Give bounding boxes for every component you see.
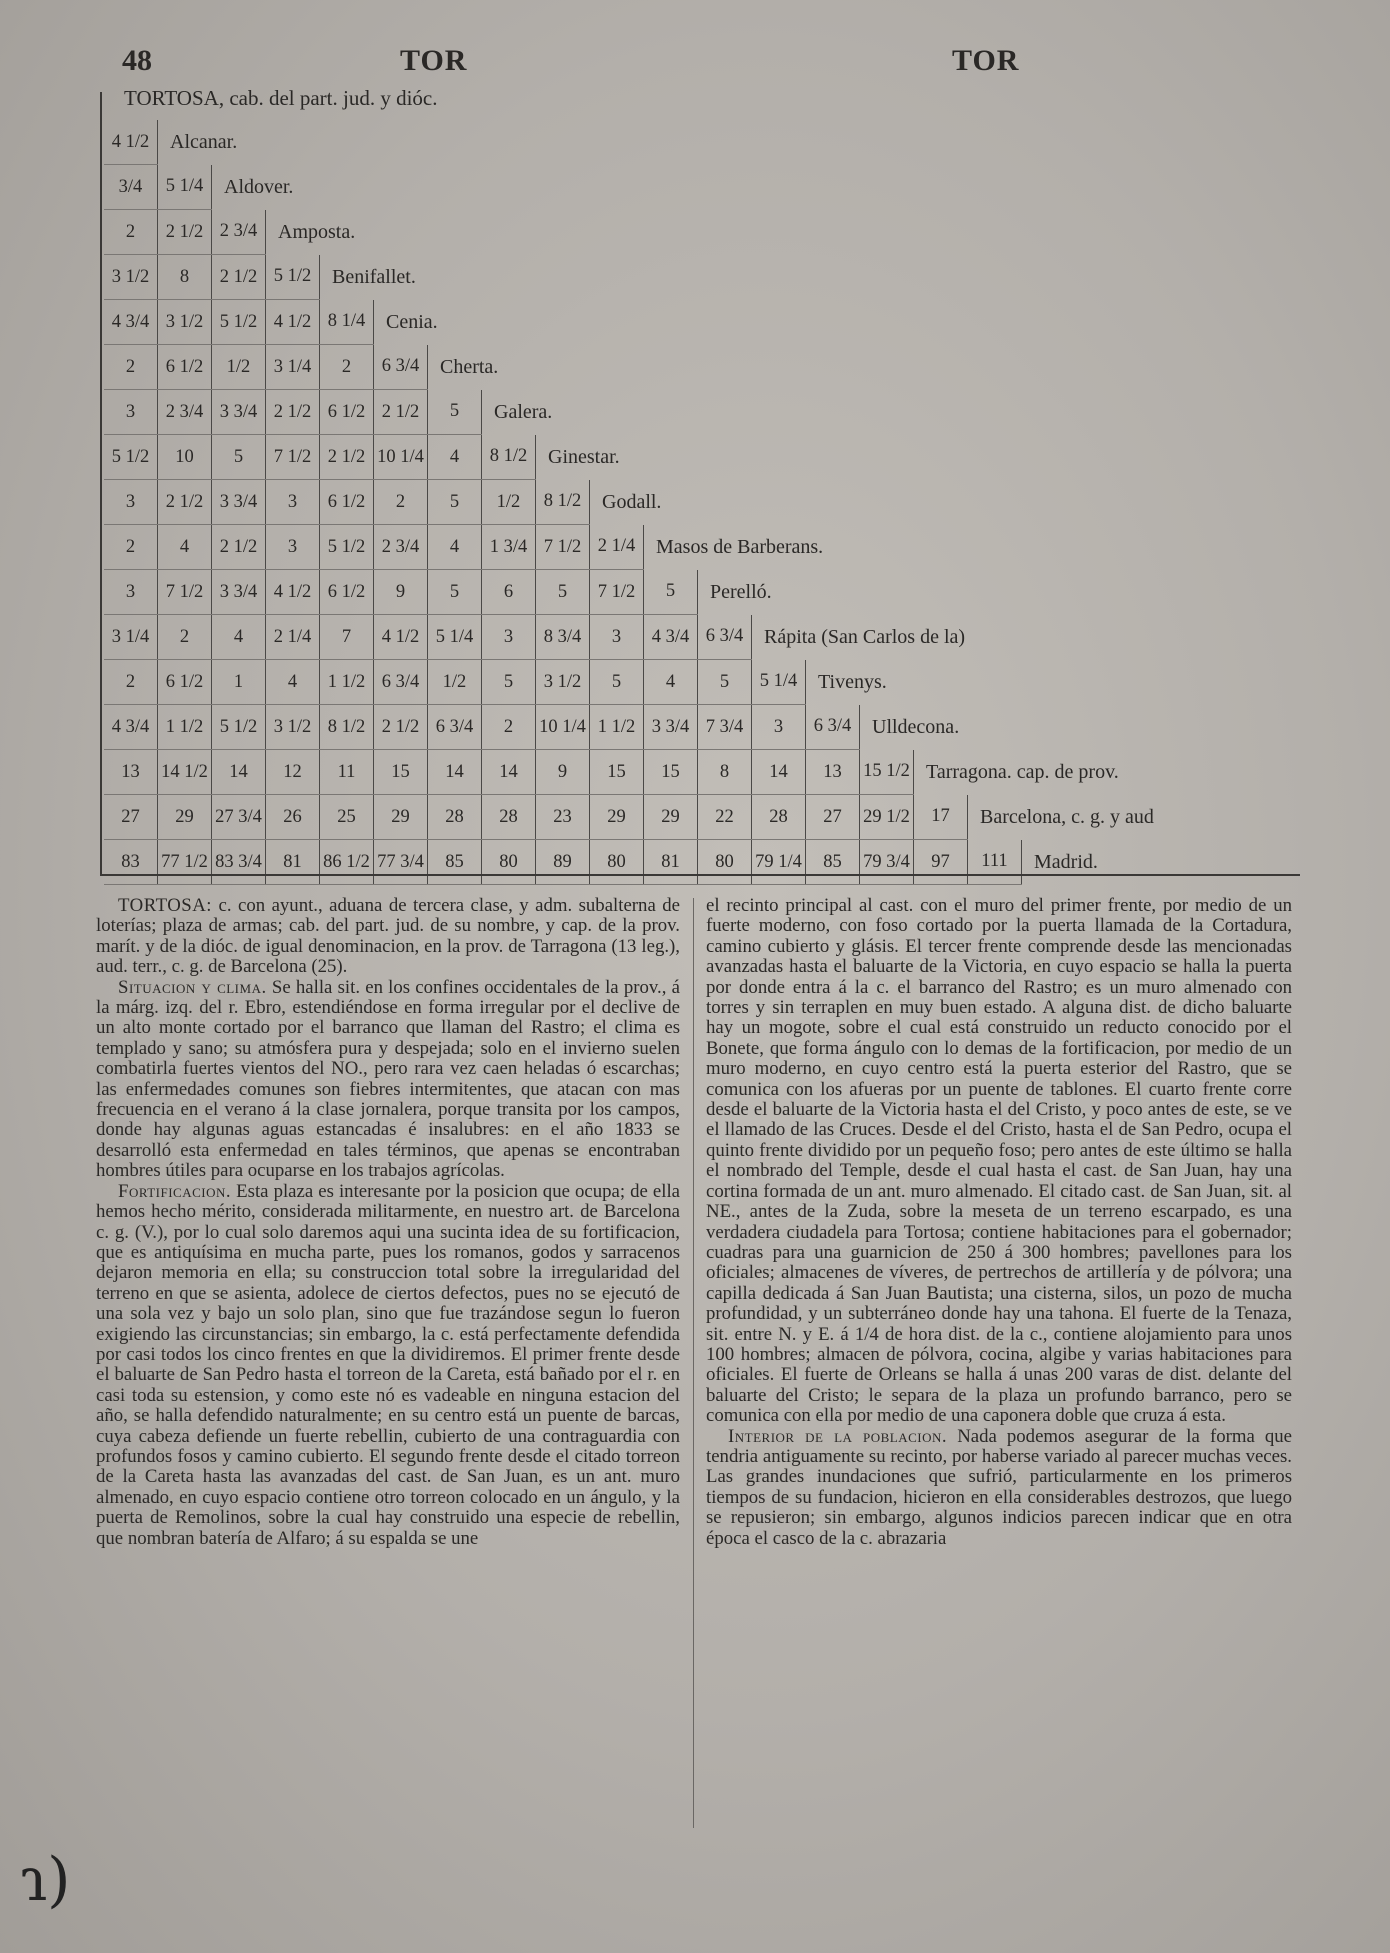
situacion-paragraph	[96, 978, 680, 1182]
distance-cell: 27	[104, 795, 158, 840]
distance-cell: 85	[428, 840, 482, 885]
distance-cell: 1/2	[212, 345, 266, 390]
distance-cell: 10	[158, 435, 212, 480]
distance-cell: 1/2	[428, 660, 482, 705]
distance-cell: 3 1/4	[104, 615, 158, 660]
distance-cell: 15 1/2	[860, 750, 914, 795]
table-left-rule	[100, 92, 102, 874]
distance-cell: 2 1/2	[374, 705, 428, 750]
distance-cell: 4 3/4	[104, 705, 158, 750]
distance-table-title: TORTOSA, cab. del part. jud. y dióc.	[124, 86, 438, 110]
handwritten-mark: ɿ)	[20, 1845, 71, 1915]
distance-cell: 5	[212, 435, 266, 480]
distance-cell: 2	[104, 345, 158, 390]
distance-cell: 2	[482, 705, 536, 750]
distance-cell: 5	[428, 480, 482, 525]
distance-cell: 3/4	[104, 165, 158, 210]
distance-cell: 4	[212, 615, 266, 660]
distance-cell: 2 1/2	[374, 390, 428, 435]
distance-row	[104, 165, 1154, 210]
distance-cell: 2 1/2	[266, 390, 320, 435]
distance-cell: 3 3/4	[212, 480, 266, 525]
town-name: Alcanar.	[170, 130, 238, 153]
distance-cell: 4	[428, 435, 482, 480]
town-name: Godall.	[602, 490, 662, 513]
distance-cell: 23	[536, 795, 590, 840]
distance-cell: 8 3/4	[536, 615, 590, 660]
distance-cell: 2	[374, 480, 428, 525]
distance-cell: 97	[914, 840, 968, 885]
distance-cell: 4	[266, 660, 320, 705]
distance-cell: 7 1/2	[590, 570, 644, 615]
distance-cell: 6 3/4	[428, 705, 482, 750]
town-name: Perelló.	[710, 580, 772, 603]
intro-text: c. con ayunt., aduana de tercera clase, y adm. subalterna de loterías; plaza de armas; cab. del part. jud. de su nombre, y cap. de la prov. marít. y de la dióc. de igual denominacion, en la prov. de Tarragona (13 leg.), aud. terr., c. g. de Barcelona (25).	[96, 895, 680, 978]
distance-cell: 13	[104, 750, 158, 795]
distance-cell: 5 1/4	[158, 165, 212, 210]
distance-row	[104, 300, 1154, 345]
town-name: Ulldecona.	[872, 715, 960, 738]
column-divider	[693, 898, 694, 1828]
distance-cell: 6 1/2	[158, 660, 212, 705]
distance-cell: 2 3/4	[158, 390, 212, 435]
distance-cell: 81	[644, 840, 698, 885]
distance-cell: 1	[212, 660, 266, 705]
distance-cell: 8 1/2	[482, 435, 536, 480]
continuation-paragraph	[706, 896, 1292, 1427]
intro-paragraph	[96, 896, 680, 978]
distance-cell: 1 1/2	[590, 705, 644, 750]
distance-row	[104, 840, 1154, 885]
distance-cell: 6 1/2	[158, 345, 212, 390]
interior-text: Nada podemos asegurar de la forma que tendria antiguamente su recinto, por haberse variado al parecer muchas veces. Las grandes inundaciones que sufrió, particularmente en los primeros tiempos de su fundacion, hicieron en ella considerables destrozos, que luego se repusieron; sin embargo, algunos indicios parecen indicar que en otra época el casco de la c. abrazaria	[706, 1425, 1292, 1549]
distance-cell: 3	[104, 480, 158, 525]
distance-cell: 3 3/4	[212, 390, 266, 435]
interior-paragraph	[706, 1427, 1292, 1549]
distance-row	[104, 120, 1154, 165]
distance-cell: 2 3/4	[212, 210, 266, 255]
distance-cell: 6 3/4	[698, 615, 752, 660]
distance-cell: 5	[644, 570, 698, 615]
fortificacion-paragraph	[96, 1182, 680, 1549]
distance-cell: 4 3/4	[104, 300, 158, 345]
distance-cell: 3 1/4	[266, 345, 320, 390]
distance-cell: 3 1/2	[158, 300, 212, 345]
distance-row	[104, 615, 1154, 660]
distance-table-block	[100, 86, 1300, 876]
distance-cell: 9	[374, 570, 428, 615]
page-number: 48	[122, 44, 152, 77]
distance-cell: 6 3/4	[806, 705, 860, 750]
distance-cell: 5 1/2	[212, 705, 266, 750]
distance-cell: 4 1/2	[104, 120, 158, 165]
town-name: Tarragona. cap. de prov.	[926, 760, 1119, 783]
distance-cell: 4 1/2	[266, 300, 320, 345]
town-name: Benifallet.	[332, 265, 416, 288]
distance-cell: 14	[752, 750, 806, 795]
table-bottom-rule	[100, 874, 1300, 876]
left-column	[96, 896, 680, 1549]
distance-cell: 10 1/4	[536, 705, 590, 750]
distance-cell: 5 1/4	[752, 660, 806, 705]
distance-cell: 14	[428, 750, 482, 795]
distance-row	[104, 705, 1154, 750]
distance-cell: 28	[428, 795, 482, 840]
town-name: Aldover.	[224, 175, 294, 198]
town-name: Cherta.	[440, 355, 499, 378]
distance-cell: 89	[536, 840, 590, 885]
distance-cell: 4	[428, 525, 482, 570]
distance-cell: 7 1/2	[158, 570, 212, 615]
situacion-heading: Situacion y clima.	[118, 976, 267, 998]
distance-cell: 86 1/2	[320, 840, 374, 885]
distance-cell: 15	[374, 750, 428, 795]
distance-cell: 9	[536, 750, 590, 795]
distance-cell: 5	[536, 570, 590, 615]
town-name: Cenia.	[386, 310, 438, 333]
distance-cell: 5	[482, 660, 536, 705]
distance-row	[104, 210, 1154, 255]
distance-cell: 8	[158, 255, 212, 300]
distance-cell: 8	[698, 750, 752, 795]
headword-right: TOR	[952, 44, 1020, 77]
distance-cell: 79 3/4	[860, 840, 914, 885]
distance-cell: 14	[212, 750, 266, 795]
distance-cell: 7 1/2	[536, 525, 590, 570]
distance-cell: 79 1/4	[752, 840, 806, 885]
distance-cell: 4	[158, 525, 212, 570]
distance-cell: 2 1/2	[212, 525, 266, 570]
town-name: Ginestar.	[548, 445, 620, 468]
town-name: Rápita (San Carlos de la)	[764, 625, 966, 648]
distance-row	[104, 480, 1154, 525]
distance-cell: 81	[266, 840, 320, 885]
distance-cell: 2 1/2	[158, 480, 212, 525]
distance-cell: 85	[806, 840, 860, 885]
right-column	[706, 896, 1292, 1549]
distance-cell: 5	[698, 660, 752, 705]
headword-left: TOR	[400, 44, 468, 77]
distance-cell: 4 1/2	[374, 615, 428, 660]
distance-cell: 27	[806, 795, 860, 840]
distance-cell: 3	[752, 705, 806, 750]
distance-row	[104, 750, 1154, 795]
town-name: Barcelona, c. g. y aud	[980, 805, 1154, 828]
distance-cell: 3 3/4	[644, 705, 698, 750]
distance-row	[104, 390, 1154, 435]
distance-cell: 5	[590, 660, 644, 705]
distance-row	[104, 795, 1154, 840]
distance-cell: 28	[482, 795, 536, 840]
distance-cell: 14 1/2	[158, 750, 212, 795]
distance-cell: 3	[590, 615, 644, 660]
distance-cell: 7 3/4	[698, 705, 752, 750]
distance-cell: 3	[266, 480, 320, 525]
distance-row	[104, 255, 1154, 300]
distance-cell: 83 3/4	[212, 840, 266, 885]
distance-cell: 80	[482, 840, 536, 885]
distance-cell: 1 3/4	[482, 525, 536, 570]
distance-cell: 77 1/2	[158, 840, 212, 885]
distance-cell: 80	[590, 840, 644, 885]
distance-row	[104, 660, 1154, 705]
situacion-text: Se halla sit. en los confines occidentales de la prov., á la márg. izq. del r. Ebro, estendiéndose en forma irregular por el declive de un alto monte cortado por el barranco que llaman del Rastro; el clima es templado y sano; su atmósfera pura y despejada; solo en el invierno suelen combatirla fuertes vientos del NO., pero rara vez caen heladas ó escarchas; las enfermedades comunes son fiebres intermitentes, que atacan con mas frecuencia en el verano á la clase jornalera, porque transita por los campos, donde hay algunas aguas estancadas é insalubres: en el año 1833 se desarrolló esta enfermedad en tales términos, que apenas se encontraban hombres útiles para ocuparse en los trabajos agrícolas.	[96, 976, 680, 1182]
distance-cell: 2	[104, 660, 158, 705]
distance-cell: 8 1/2	[536, 480, 590, 525]
distance-cell: 22	[698, 795, 752, 840]
distance-cell: 25	[320, 795, 374, 840]
distance-cell: 2 1/2	[320, 435, 374, 480]
distance-cell: 4	[644, 660, 698, 705]
distance-cell: 11	[320, 750, 374, 795]
distance-cell: 3 3/4	[212, 570, 266, 615]
distance-row	[104, 525, 1154, 570]
distance-cell: 80	[698, 840, 752, 885]
intro-heading: TORTOSA:	[118, 895, 213, 916]
distance-cell: 2 1/2	[212, 255, 266, 300]
distance-cell: 10 1/4	[374, 435, 428, 480]
town-name: Madrid.	[1034, 850, 1098, 873]
distance-cell: 6	[482, 570, 536, 615]
distance-cell: 5	[428, 570, 482, 615]
distance-cell: 2	[104, 525, 158, 570]
distance-cell: 2 3/4	[374, 525, 428, 570]
distance-cell: 6 3/4	[374, 660, 428, 705]
distance-cell: 3	[482, 615, 536, 660]
distance-cell: 29	[158, 795, 212, 840]
distance-cell: 5 1/2	[212, 300, 266, 345]
distance-cell: 7	[320, 615, 374, 660]
distance-cell: 3 1/2	[266, 705, 320, 750]
distance-cell: 12	[266, 750, 320, 795]
distance-cell: 5 1/2	[266, 255, 320, 300]
distance-row	[104, 345, 1154, 390]
distance-cell: 8 1/2	[320, 705, 374, 750]
continuation-text: el recinto principal al cast. con el muro del primer frente, por medio de un fuerte moderno, con foso cortado por la puerta llamada de la Cortadura, camino cubierto y glásis. El tercer frente comprende desde las mencionadas avanzadas hasta el baluarte de la Victoria, en cuyo espacio se halla la puerta por donde entra á la c. el barranco del Rastro; es un muro almenado con torres y sin terraplen en muy buen estado. A alguna dist. de dicho baluarte hay un mogote, sobre el cual está construido un reducto conocido por el Bonete, que forma ángulo con lo demas de la fortificacion, por medio de un muro moderno, en cuyo centro está la puerta esterior del Rastro, que se comunica con los afueras por un puente de tablones. El cuarto frente corre desde el baluarte de la Victoria hasta el del Cristo, y poco antes de este, se ve el llamado de las Cruces. Desde el del Cristo, hasta el de San Pedro, ocupa el quinto frente dividido por un pequeño foso; pero antes de este último se halla el nombrado del Temple, desde el cual hasta el cast. de San Juan, hay una cortina formada de un ant. muro almenado. El citado cast. de San Juan, sit. al NE., antes de la Zuda, sobre la meseta de un terreno escarpado, es una verdadera ciudadela para Tortosa; contiene habitaciones para el gobernador; cuadras para una guarnicion de 250 á 300 hombres; pavellones para los oficiales; almacenes de víveres, de pertrechos de artillería y de pólvora; una capilla dedicada á San Juan Bautista; una cisterna, silos, un pozo de mucha profundidad, y un subterráneo donde hay una tahona. El fuerte de la Tenaza, sit. entre N. y E. á 1/4 de hora dist. de la c., contiene alojamiento para unos 100 hombres; almacen de pólvora, cocina, algibe y varias habitaciones para oficiales. El fuerte de Orleans se halla á unas 200 varas de dist. delante del baluarte del Cristo; le separa de la plaza un profundo barranco, pero se comunica con ella por medio de una caponera doble que cruza á esta.	[706, 895, 1292, 1427]
distance-cell: 6 1/2	[320, 480, 374, 525]
distance-cell: 29	[644, 795, 698, 840]
distance-cell: 2	[104, 210, 158, 255]
distance-cell: 17	[914, 795, 968, 840]
distance-cell: 4 3/4	[644, 615, 698, 660]
distance-row	[104, 435, 1154, 480]
distance-cell: 3	[104, 390, 158, 435]
distance-cell: 1 1/2	[158, 705, 212, 750]
distance-cell: 2 1/4	[590, 525, 644, 570]
distance-cell: 1/2	[482, 480, 536, 525]
distance-cell: 2	[320, 345, 374, 390]
distance-cell: 4 1/2	[266, 570, 320, 615]
distance-cell: 6 3/4	[374, 345, 428, 390]
distance-cell: 2	[158, 615, 212, 660]
fortificacion-heading: Fortificacion.	[118, 1180, 232, 1202]
town-name: Masos de Barberans.	[656, 535, 824, 558]
distance-cell: 15	[590, 750, 644, 795]
distance-table	[104, 120, 1154, 885]
distance-cell: 3 1/2	[104, 255, 158, 300]
distance-cell: 1 1/2	[320, 660, 374, 705]
fortificacion-text: Esta plaza es interesante por la posicion que ocupa; de ella hemos hecho mérito, considerada militarmente, en nuestro art. de Barcelona c. g. (V.), por lo cual solo daremos aqui una sucinta idea de su fortificacion, que es antiquísima en mucha parte, pues los romanos, godos y sarracenos dejaron memoria en ella; su construccion total sobre la irregularidad del terreno en que se asienta, adolece de ciertos defectos, pues no se ejecutó de una sola vez y bajo un solo plan, sino que fue trazándose segun lo fueron exigiendo las circunstancias; sin embargo, la c. está perfectamente defendida por casi todos los cinco frentes en que la dividiremos. El primer frente desde el baluarte de San Pedro hasta el torreon de la Careta, está bañado por el r. en casi toda su estension, y como este nó es vadeable en ninguna estacion del año, se halla defendido naturalmente; en su centro está un puente de barcas, cuya cabeza defiende un fuerte rebellin, cubierto de una contraguardia con profundos fosos y camino cubierto. El segundo frente desde el citado torreon de la Careta hasta las avanzadas del cast. de San Juan, es un ant. muro almenado, en cuyo espacio contiene otro torreon colocado en un ángulo, y la puerta de Remolinos, sobre la cual hay construido una especie de rebellin, que nombran batería de Alfaro; á su espalda se une	[96, 1180, 681, 1549]
distance-cell: 83	[104, 840, 158, 885]
town-name: Tivenys.	[818, 670, 887, 693]
distance-cell: 6 1/2	[320, 390, 374, 435]
interior-heading: Interior de la poblacion.	[728, 1425, 948, 1447]
distance-cell: 13	[806, 750, 860, 795]
distance-cell: 28	[752, 795, 806, 840]
distance-cell: 6 1/2	[320, 570, 374, 615]
distance-cell: 7 1/2	[266, 435, 320, 480]
distance-cell: 111	[968, 840, 1022, 885]
distance-cell: 2 1/4	[266, 615, 320, 660]
distance-cell: 29	[590, 795, 644, 840]
distance-cell: 5 1/2	[104, 435, 158, 480]
distance-cell: 3	[266, 525, 320, 570]
distance-cell: 3	[104, 570, 158, 615]
distance-cell: 29	[374, 795, 428, 840]
distance-cell: 15	[644, 750, 698, 795]
distance-cell: 27 3/4	[212, 795, 266, 840]
town-name: Amposta.	[278, 220, 356, 243]
distance-cell: 14	[482, 750, 536, 795]
distance-cell: 2 1/2	[158, 210, 212, 255]
distance-cell: 77 3/4	[374, 840, 428, 885]
distance-cell: 5 1/4	[428, 615, 482, 660]
distance-cell: 5	[428, 390, 482, 435]
distance-cell: 26	[266, 795, 320, 840]
distance-cell: 8 1/4	[320, 300, 374, 345]
distance-cell: 29 1/2	[860, 795, 914, 840]
distance-row	[104, 570, 1154, 615]
distance-cell: 5 1/2	[320, 525, 374, 570]
distance-cell: 3 1/2	[536, 660, 590, 705]
town-name: Galera.	[494, 400, 553, 423]
